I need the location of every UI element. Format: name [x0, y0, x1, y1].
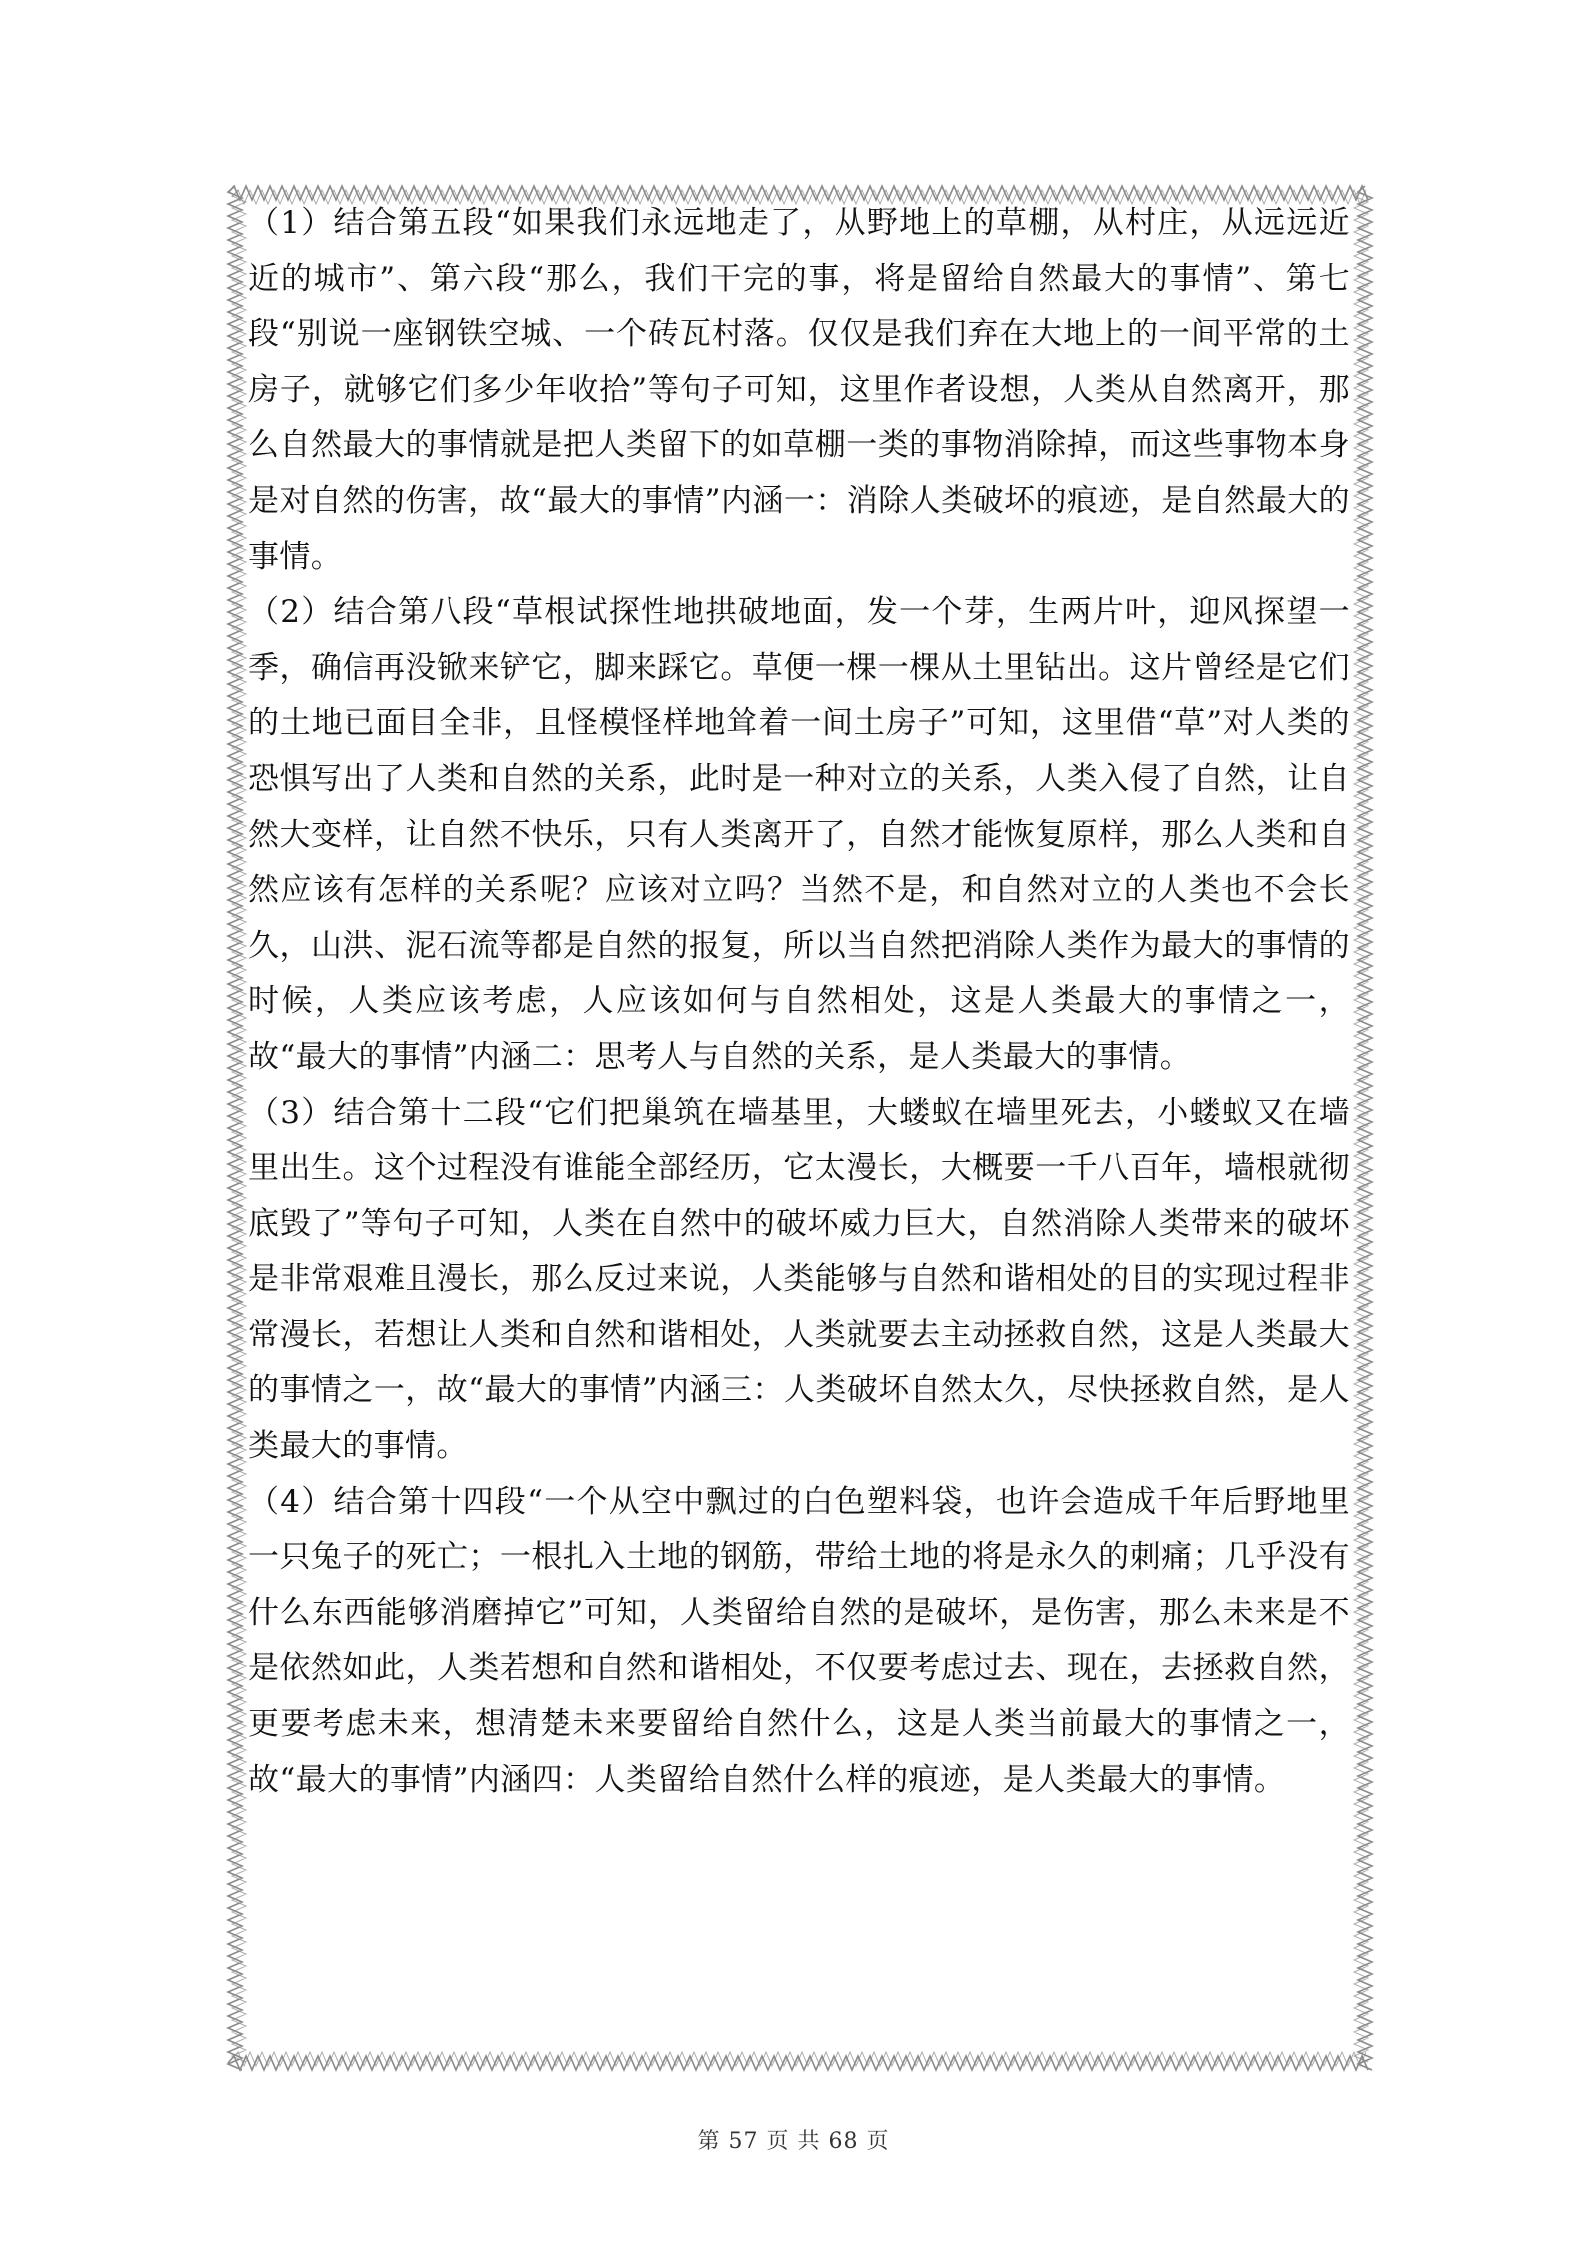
- document-body: [248, 196, 1350, 2056]
- page-number-footer: 第 57 页 共 68 页: [697, 2129, 890, 2154]
- answer-paragraph-3: （3）结合第十二段“它们把巢筑在墙基里，大蝼蚁在墙里死去，小蝼蚁又在墙里出生。这个过程没有谁能全部经历，它太漫长，大概要一千八百年，墙根就彻底毁了”等句子可知，人类在自然中的破坏威力巨大，自然消除人类带来的破坏是非常艰难且漫长，那么反过来说，人类能够与自然和谐相处的目的实现过程非常漫长，若想让人类和自然和谐相处，人类就要去主动拯救自然，这是人类最大的事情之一，故“最大的事情”内涵三：人类破坏自然太久，尽快拯救自然，是人类最大的事情。: [248, 1094, 1350, 1465]
- answer-paragraph-4: （4）结合第十四段“一个从空中飘过的白色塑料袋，也许会造成千年后野地里一只兔子的死亡；一根扎入土地的钢筋，带给土地的将是永久的刺痛；几乎没有什么东西能够消磨掉它”可知，人类留给自然的是破坏，是伤害，那么未来是不是依然如此，人类若想和自然和谐相处，不仅要考虑过去、现在，去拯救自然，更要考虑未来，想清楚未来要留给自然什么，这是人类当前最大的事情之一，故“最大的事情”内涵四：人类留给自然什么样的痕迹，是人类最大的事情。: [248, 1483, 1350, 1798]
- answer-paragraph-1: （1）结合第五段“如果我们永远地走了，从野地上的草棚，从村庄，从远远近近的城市”、第六段“那么，我们干完的事，将是留给自然最大的事情”、第七段“别说一座钢铁空城、一个砖瓦村落。仅仅是我们弃在大地上的一间平常的土房子，就够它们多少年收拾”等句子可知，这里作者设想，人类从自然离开，那么自然最大的事情就是把人类留下的如草棚一类的事物消除掉，而这些事物本身是对自然的伤害，故“最大的事情”内涵一：消除人类破坏的痕迹，是自然最大的事情。: [248, 205, 1350, 575]
- answer-paragraph-2: （2）结合第八段“草根试探性地拱破地面，发一个芽，生两片叶，迎风探望一季，确信再没锨来铲它，脚来踩它。草便一棵一棵从土里钻出。这片曾经是它们的土地已面目全非，且怪模怪样地耸着一间土房子”可知，这里借“草”对人类的恐惧写出了人类和自然的关系，此时是一种对立的关系，人类入侵了自然，让自然大变样，让自然不快乐，只有人类离开了，自然才能恢复原样，那么人类和自然应该有怎样的关系呢？应该对立吗？当然不是，和自然对立的人类也不会长久，山洪、泥石流等都是自然的报复，所以当自然把消除人类作为最大的事情的时候，人类应该考虑，人应该如何与自然相处，这是人类最大的事情之一，故“最大的事情”内涵二：思考人与自然的关系，是人类最大的事情。: [248, 594, 1350, 1075]
